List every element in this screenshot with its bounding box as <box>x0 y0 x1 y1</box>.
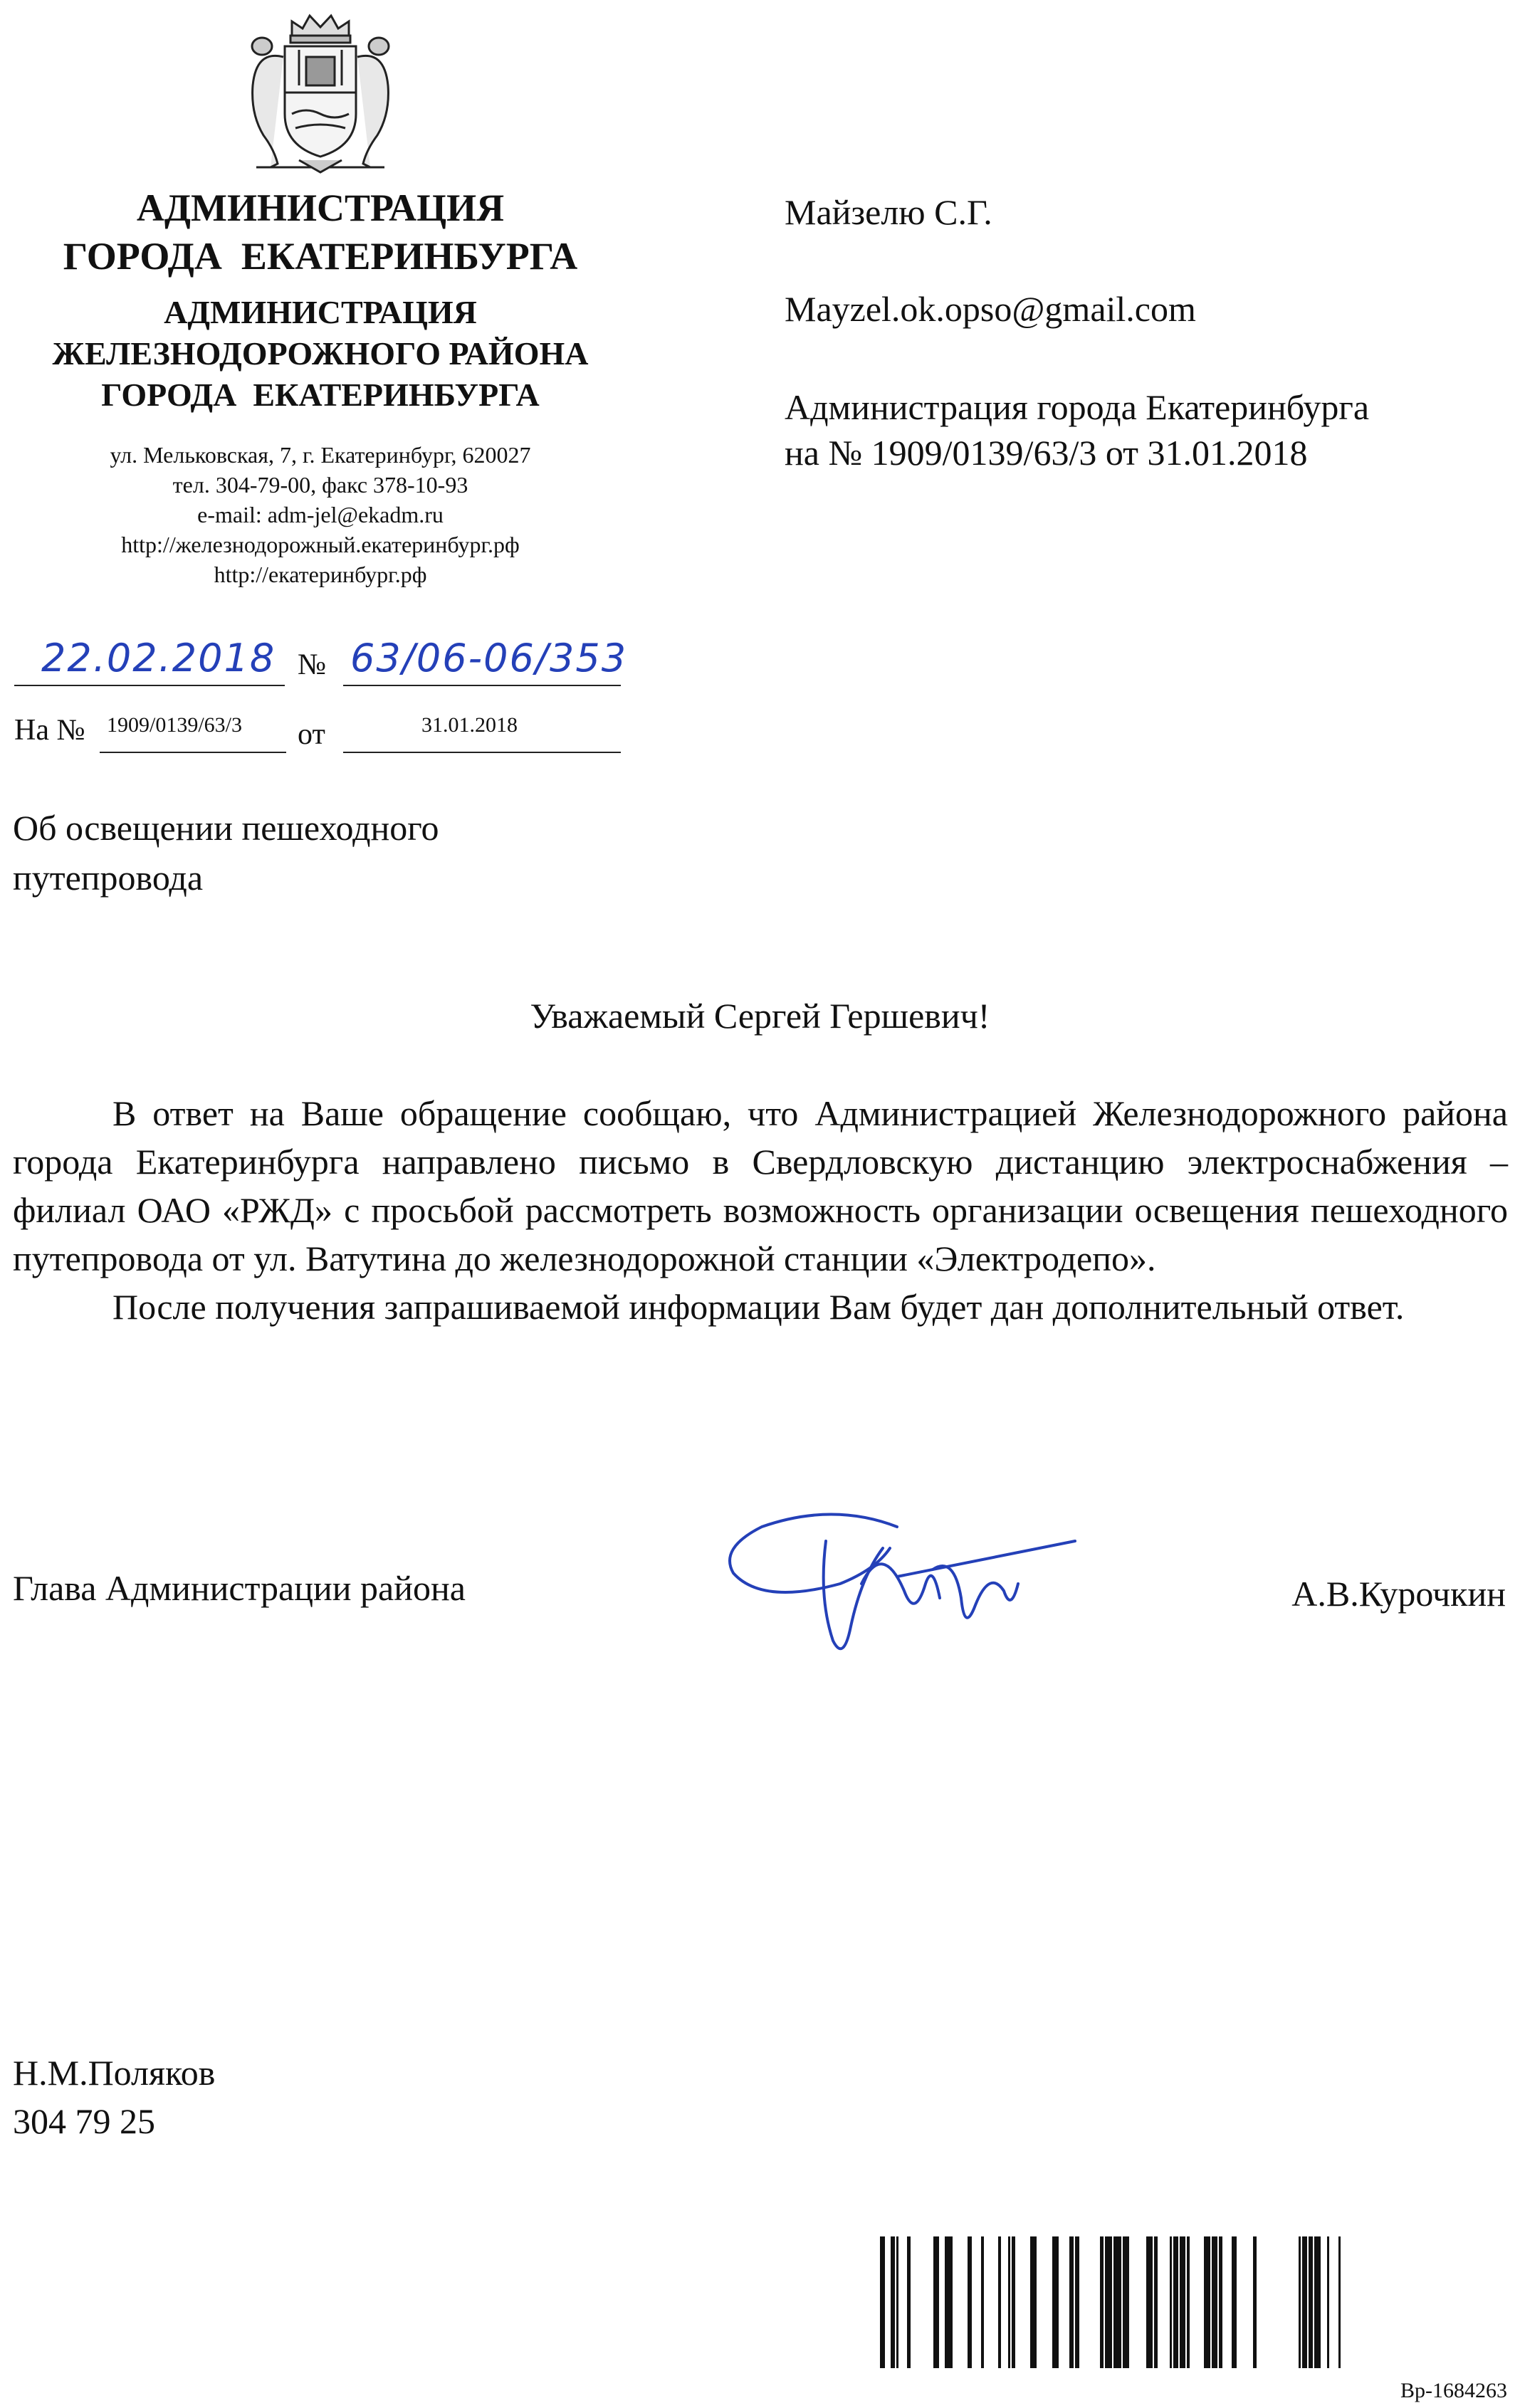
coat-of-arms-icon <box>235 7 406 178</box>
org-phone: тел. 304-79-00, факс 378-10-93 <box>172 472 468 498</box>
date-field-line <box>14 685 285 686</box>
subject-line2: путепровода <box>13 858 204 898</box>
document-barcode <box>880 2236 1350 2368</box>
org-city-line2: ГОРОДА ЕКАТЕРИНБУРГА <box>63 235 578 278</box>
body-paragraph-1: В ответ на Ваше обращение сообщаю, что Администрацией Железнодорожного района города Екатеринбурга направлено письмо в Свердловскую дистанцию электроснабжения – филиал ОАО «РЖД» с просьбой рассмотреть возможность организации освещения пешеходного путепровода от ул. Ватутина до железнодорожной станции «Электродепо». <box>13 1093 1508 1278</box>
letter-subject <box>13 803 439 903</box>
org-city-block <box>14 184 627 280</box>
number-field-line <box>343 685 621 686</box>
org-email: e-mail: adm-jel@ekadm.ru <box>197 502 444 527</box>
recipient-line1: Администрация города Екатеринбурга <box>785 387 1370 427</box>
recipient-email: Mayzel.ok.opso@gmail.com <box>785 289 1196 329</box>
letter-body <box>13 1089 1508 1331</box>
barcode-icon <box>880 2236 1350 2368</box>
org-district-block <box>14 292 627 416</box>
reference-date: 31.01.2018 <box>421 713 518 737</box>
city-coat-of-arms <box>235 7 406 178</box>
registration-number-label: № <box>298 648 327 681</box>
reference-number: 1909/0139/63/3 <box>107 713 243 737</box>
org-district-line2: ЖЕЛЕЗНОДОРОЖНОГО РАЙОНА <box>52 335 589 372</box>
reference-number-line <box>100 752 286 753</box>
registration-date: 22.02.2018 <box>41 636 276 680</box>
org-district-line1: АДМИНИСТРАЦИЯ <box>164 294 477 330</box>
handwritten-signature <box>719 1498 1089 1669</box>
greeting: Уважаемый Сергей Гершевич! <box>530 996 990 1036</box>
executor-block <box>13 2049 215 2145</box>
signatory-name: А.В.Курочкин <box>1291 1574 1506 1614</box>
subject-line1: Об освещении пешеходного <box>13 808 439 848</box>
signature-icon <box>719 1498 1089 1669</box>
reference-label: На № <box>14 714 85 747</box>
registration-number: 63/06-06/353 <box>350 636 628 680</box>
reference-from-label: от <box>298 718 325 751</box>
executor-name: Н.М.Поляков <box>13 2053 216 2093</box>
org-contacts <box>14 440 627 589</box>
org-district-line3: ГОРОДА ЕКАТЕРИНБУРГА <box>101 377 540 413</box>
recipient-line2: на № 1909/0139/63/3 от 31.01.2018 <box>785 433 1308 473</box>
executor-phone: 304 79 25 <box>13 2101 155 2141</box>
org-city-line1: АДМИНИСТРАЦИЯ <box>136 186 505 229</box>
org-address: ул. Мельковская, 7, г. Екатеринбург, 620027 <box>110 442 531 468</box>
recipient-name: Майзелю С.Г. <box>785 192 992 232</box>
org-website-district: http://железнодорожный.екатеринбург.рф <box>121 532 520 557</box>
reference-date-line <box>343 752 621 753</box>
org-website-city: http://екатеринбург.рф <box>214 562 427 587</box>
body-paragraph-2: После получения запрашиваемой информации Вам будет дан дополнительный ответ. <box>112 1287 1405 1327</box>
document-code: Вр-1684263 <box>1400 2379 1507 2402</box>
signatory-position: Глава Администрации района <box>13 1568 466 1608</box>
